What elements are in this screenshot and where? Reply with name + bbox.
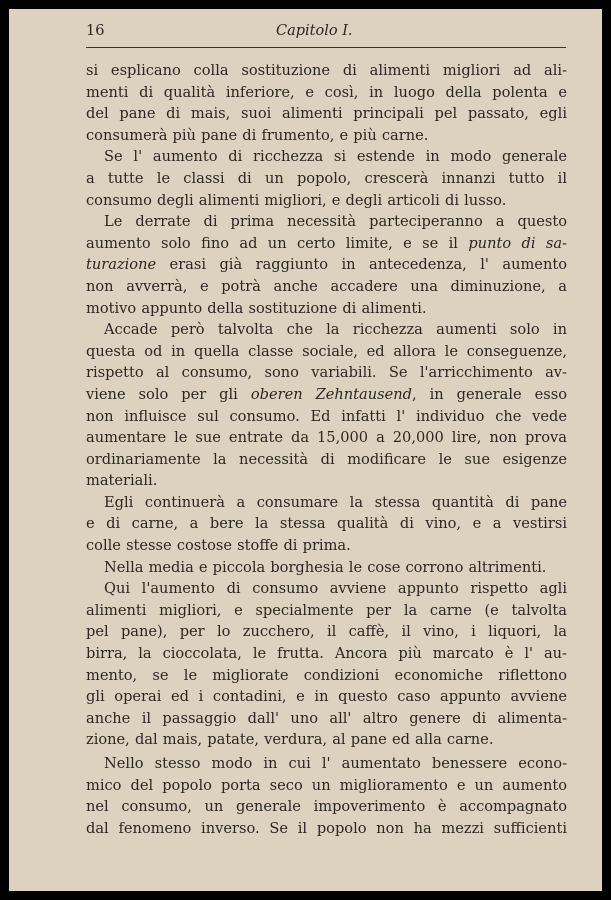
italic-run: punto di sa- xyxy=(468,234,567,252)
text-line: non influisce sul consumo. Ed infatti l' individuo che vede xyxy=(86,407,567,425)
text-line: si esplicano colla sostituzione di alimenti migliori ad ali- xyxy=(86,62,567,79)
text-line: Nella media e piccola borghesia le cose corrono altrimenti. xyxy=(104,558,547,576)
italic-run: turazione xyxy=(86,256,157,274)
text-line: consumerà più pane di frumento, e più carne. xyxy=(86,126,429,144)
text-run: , in generale esso xyxy=(411,385,567,403)
text-line: pel pane), per lo zucchero, il caffè, il vino, i liquori, la xyxy=(86,623,567,641)
text-line: aumentare le sue entrate da 15,000 a 20,000 lire, non prova xyxy=(86,429,567,447)
text-line xyxy=(86,254,567,276)
text-line: Nello stesso modo in cui l' aumentato benessere econo- xyxy=(104,755,567,772)
text-line: materiali. xyxy=(86,472,158,490)
text-line: zione, dal mais, patate, verdura, al pane ed alla carne. xyxy=(86,731,494,749)
text-line: mico del popolo porta seco un miglioramento e un aumento xyxy=(86,776,567,794)
italic-run: oberen Zehntausend xyxy=(250,385,412,403)
text-line: non avverrà, e potrà anche accadere una diminuzione, a xyxy=(86,277,567,295)
text-line: e di carne, a bere la stessa qualità di vino, e a vestirsi xyxy=(86,515,567,533)
text-line: Accade però talvolta che la ricchezza aumenti solo in xyxy=(104,321,567,339)
book-page xyxy=(9,9,602,891)
text-line: del pane di mais, suoi alimenti principali pel passato, egli xyxy=(86,105,567,123)
text-line: gli operai ed i contadini, e in questo caso appunto avviene xyxy=(86,688,567,706)
text-line: motivo appunto della sostituzione di alimenti. xyxy=(86,299,427,317)
text-line: rispetto al consumo, sono variabili. Se l'arricchimento av- xyxy=(86,364,567,382)
text-run: viene solo per gli xyxy=(86,385,251,403)
text-line: Qui l'aumento di consumo avviene appunto rispetto agli xyxy=(104,580,567,598)
text-run: aumento solo fino ad un certo limite, e se il xyxy=(86,234,469,252)
text-line: colle stesse costose stoffe di prima. xyxy=(86,537,351,555)
text-line: alimenti migliori, e specialmente per la carne (e talvolta xyxy=(86,601,567,619)
text-line: Egli continuerà a consumare la stessa quantità di pane xyxy=(104,493,567,511)
text-line: consumo degli alimenti migliori, e degli articoli di lusso. xyxy=(86,191,507,209)
text-line: ordinariamente la necessità di modificare le sue esigenze xyxy=(86,450,567,468)
text-line: a tutte le classi di un popolo, crescerà innanzi tutto il xyxy=(86,169,567,187)
text-line: dal fenomeno inverso. Se il popolo non ha mezzi sufficienti xyxy=(86,819,567,837)
text-line xyxy=(86,233,567,255)
text-line: birra, la cioccolata, le frutta. Ancora più marcato è l' au- xyxy=(86,645,567,663)
text-line xyxy=(86,384,567,406)
page-header xyxy=(86,23,566,48)
text-line: nel consumo, un generale impoverimento è accompagnato xyxy=(86,798,567,816)
text-line: Se l' aumento di ricchezza si estende in modo generale xyxy=(104,148,567,166)
text-run: erasi già raggiunto in antecedenza, l' aumento xyxy=(156,256,567,274)
text-line: Le derrate di prima necessità parteciperanno a questo xyxy=(104,213,567,231)
text-line: menti di qualità inferiore, e così, in luogo della polenta e xyxy=(86,83,567,101)
text-line: questa od in quella classe sociale, ed allora le conseguenze, xyxy=(86,342,567,360)
text-line: mento, se le migliorate condizioni economiche riflettono xyxy=(86,666,567,684)
body-text xyxy=(86,60,567,839)
text-line: anche il passaggio dall' uno all' altro genere di alimenta- xyxy=(86,709,567,727)
page-number: 16 xyxy=(86,23,105,39)
running-title: Capitolo I. xyxy=(276,23,353,39)
